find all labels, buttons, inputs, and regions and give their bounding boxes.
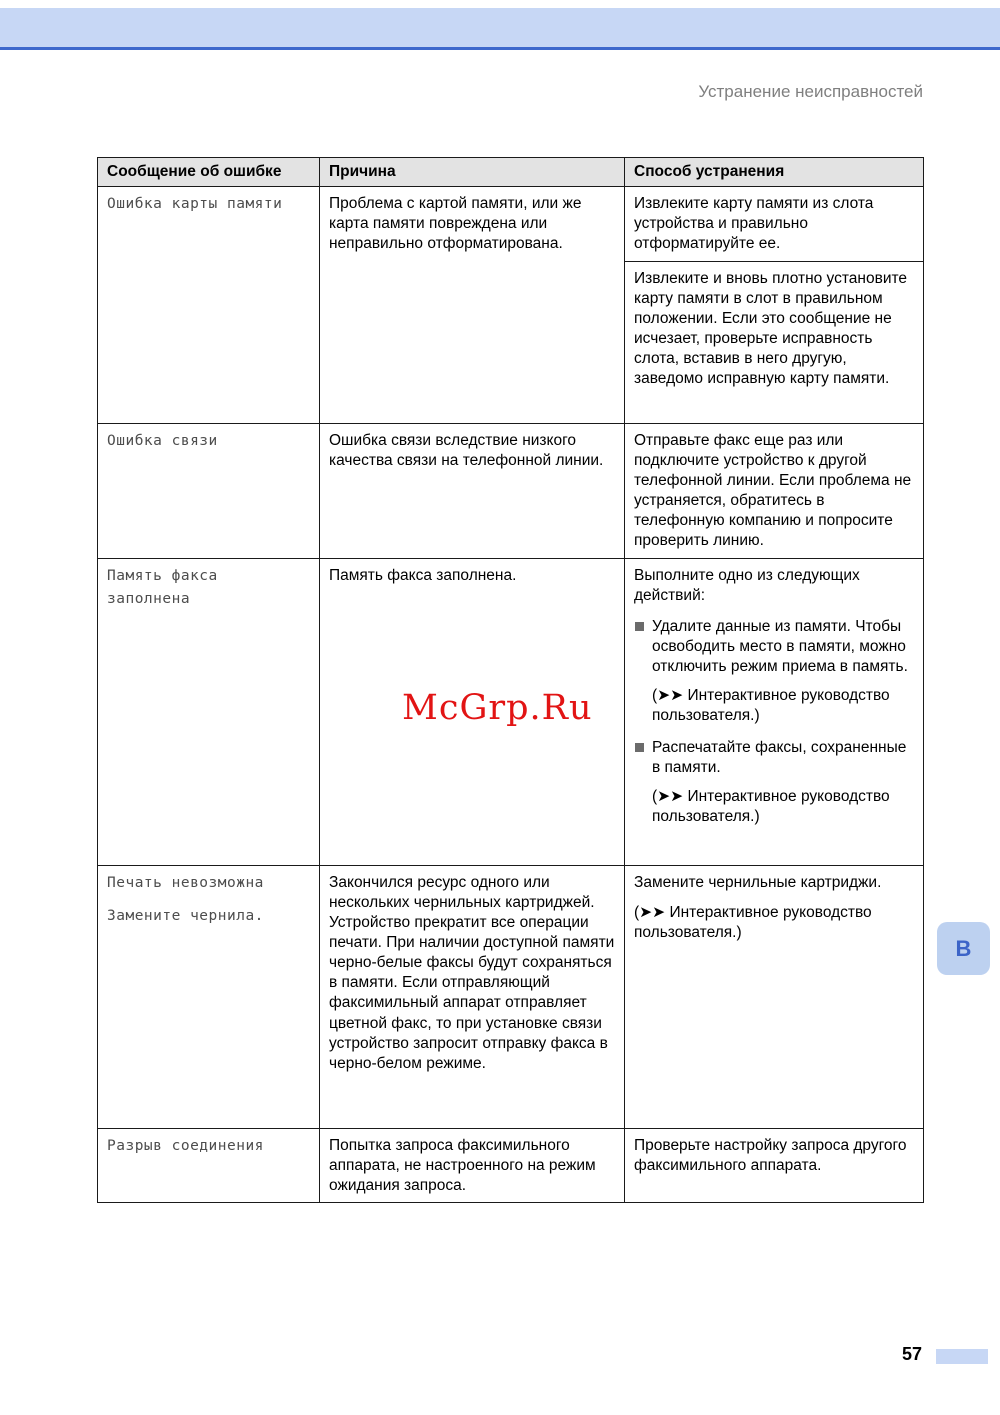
solution-text: Проверьте настройку запроса другого факсимильного аппарата. bbox=[634, 1136, 907, 1174]
lcd-message-line: Замените чернила. bbox=[107, 907, 264, 924]
chapter-tab bbox=[937, 922, 990, 975]
cause-cell bbox=[320, 187, 625, 423]
bullet-text: Распечатайте факсы, сохраненные в памяти. bbox=[652, 738, 907, 776]
bullet-item bbox=[635, 738, 914, 778]
col-header-solution: Способ устранения bbox=[625, 158, 924, 187]
col-header-cause: Причина bbox=[320, 158, 625, 187]
solution-text: Извлеките карту памяти из слота устройства и правильно отформатируйте ее. bbox=[634, 195, 874, 253]
solution-cell bbox=[625, 423, 924, 558]
bullet-square-icon bbox=[635, 743, 644, 752]
lcd-message-cell bbox=[98, 423, 320, 558]
lcd-message: Ошибка связи bbox=[107, 432, 218, 449]
bullet-item bbox=[635, 617, 914, 677]
running-header-title: Устранение неисправностей bbox=[698, 82, 923, 101]
reference-note: (➤➤ Интерактивное руководство пользователя.) bbox=[634, 903, 872, 941]
error-messages-table bbox=[97, 157, 924, 1203]
reference-note: (➤➤ Интерактивное руководство пользователя.) bbox=[652, 787, 890, 825]
lcd-message-cell bbox=[98, 558, 320, 865]
cause-text: Проблема с картой памяти, или же карта памяти повреждена или неправильно отформатирована. bbox=[329, 195, 582, 253]
lcd-message-cell bbox=[98, 1128, 320, 1202]
cause-text: Попытка запроса факсимильного аппарата, не настроенного на режим ожидания запроса. bbox=[329, 1136, 596, 1194]
lcd-message-line: заполнена bbox=[107, 590, 191, 607]
table-row-disconnected bbox=[98, 1128, 924, 1202]
solution-cell bbox=[625, 187, 924, 261]
reference-note: (➤➤ Интерактивное руководство пользователя.) bbox=[652, 687, 890, 725]
cause-text: Память факса заполнена. bbox=[329, 566, 517, 584]
solution-text: Отправьте факс еще раз или подключите устройство к другой телефонной линии. Если проблема не устраняется, обратитесь в телефонную компанию и попросите проверить линию. bbox=[634, 431, 912, 550]
page-number: 57 bbox=[902, 1344, 923, 1364]
lcd-message-cell bbox=[98, 187, 320, 423]
solution-text: Извлеките и вновь плотно установите карту памяти в слот в правильном положении. Если это сообщение не исчезает, проверьте исправность слота, вставив в него другую, заведомо исправную карту памяти. bbox=[634, 269, 908, 388]
cause-cell bbox=[320, 1128, 625, 1202]
bullet-square-icon bbox=[635, 622, 644, 631]
cause-cell bbox=[320, 423, 625, 558]
solution-text: Замените чернильные картриджи. bbox=[634, 873, 882, 891]
table-row-comm-error bbox=[98, 423, 924, 558]
solution-cell bbox=[625, 865, 924, 1128]
col-header-error-message: Сообщение об ошибке bbox=[98, 158, 320, 187]
table-row-cannot-print bbox=[98, 865, 924, 1128]
top-decorative-band bbox=[0, 8, 1000, 50]
chapter-tab-label: B bbox=[955, 935, 972, 961]
lcd-message-line: Печать невозможна bbox=[107, 874, 264, 891]
watermark-text: McGrp.Ru bbox=[402, 688, 593, 728]
lcd-message-cell bbox=[98, 865, 320, 1128]
table-header-row bbox=[98, 158, 924, 187]
lcd-message: Ошибка карты памяти bbox=[107, 196, 283, 213]
solution-cell bbox=[625, 261, 924, 423]
cause-text: Ошибка связи вследствие низкого качества связи на телефонной линии. bbox=[329, 431, 604, 469]
lcd-message-line: Память факса bbox=[107, 567, 218, 584]
solution-cell bbox=[625, 558, 924, 865]
solution-intro-text: Выполните одно из следующих действий: bbox=[634, 566, 860, 604]
solution-cell bbox=[625, 1128, 924, 1202]
cause-text: Закончился ресурс одного или нескольких чернильных картриджей. Устройство прекратит все операции печати. При наличии доступной памяти черно-белые факсы будут сохраняться в памяти. Если отправляющий факсимильный аппарат отправляет цветной факс, то при установке связи устройство запросит отправку факса в черно-белом режиме. bbox=[329, 873, 615, 1072]
table-row-memory-card bbox=[98, 187, 924, 261]
footer-decorative-bar bbox=[936, 1349, 988, 1364]
lcd-message: Разрыв соединения bbox=[107, 1137, 264, 1154]
cause-cell bbox=[320, 865, 625, 1128]
bullet-text: Удалите данные из памяти. Чтобы освободить место в памяти, можно отключить режим приема в память. bbox=[652, 617, 908, 676]
